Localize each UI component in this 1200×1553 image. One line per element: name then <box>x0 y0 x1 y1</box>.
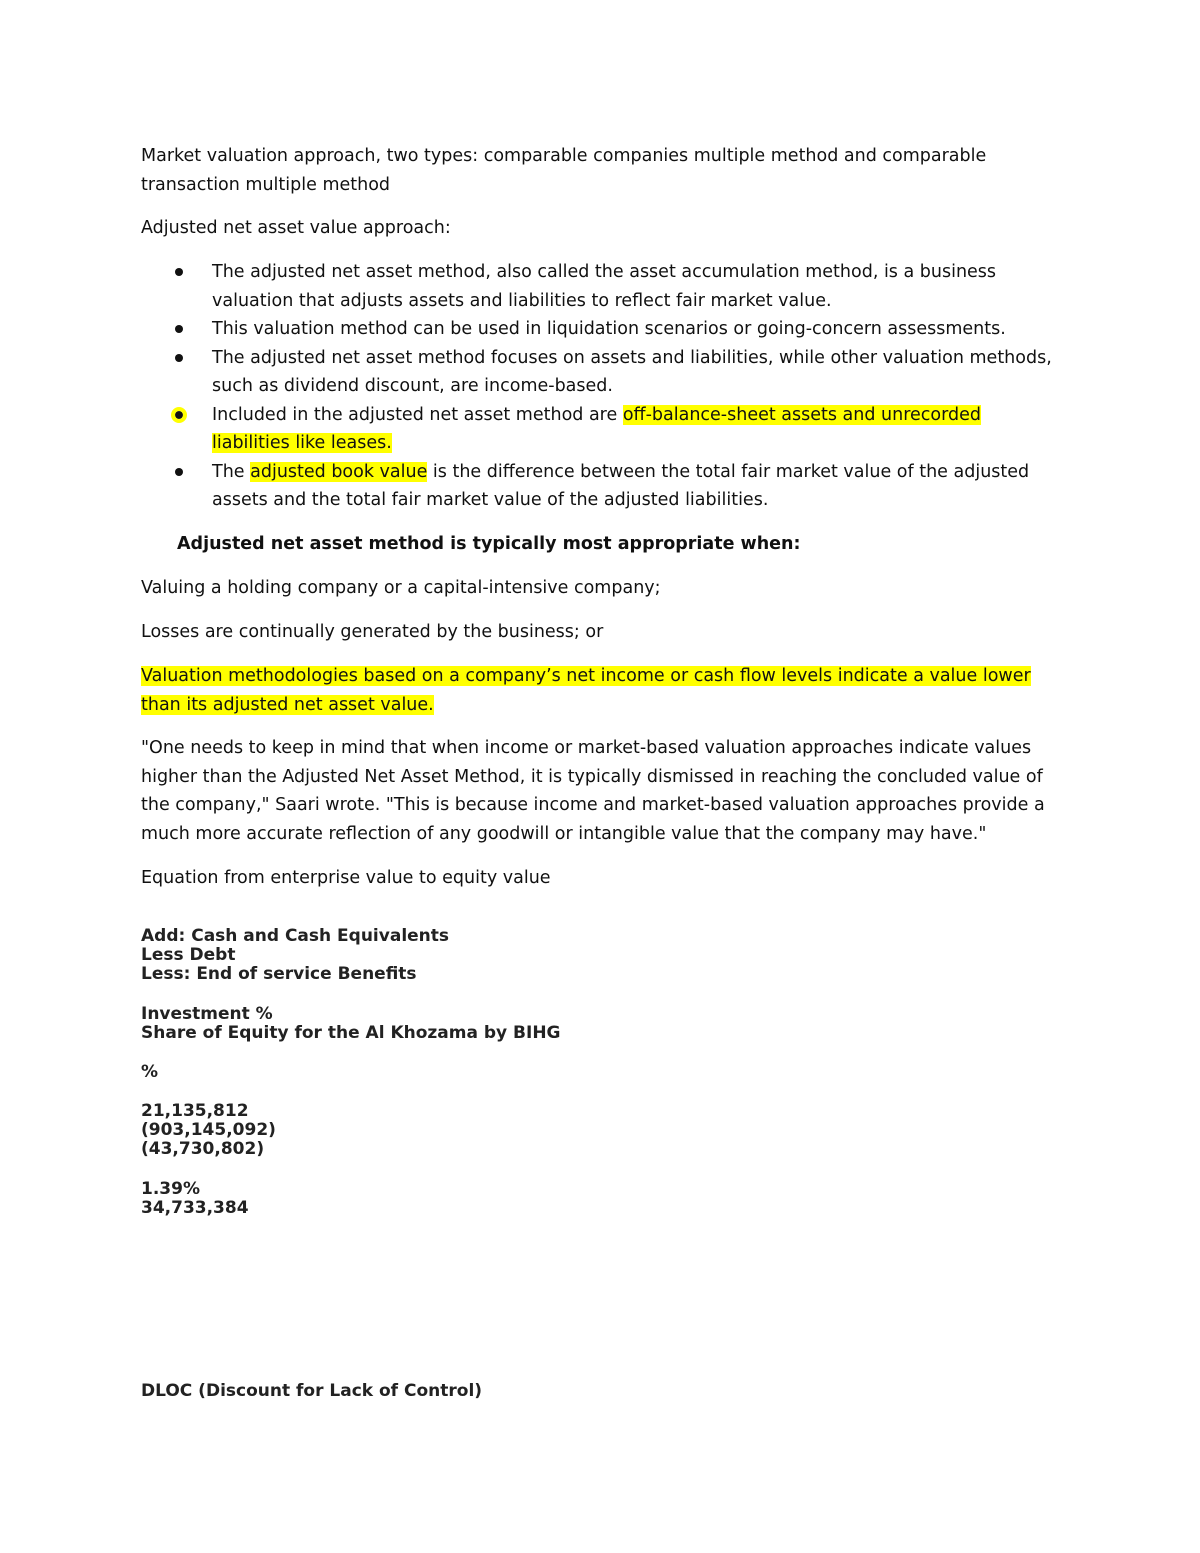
adjusted-nav-bullet-list <box>141 258 1061 515</box>
valuation-methodologies-paragraph <box>141 662 1061 719</box>
market-valuation-paragraph: Market valuation approach, two types: comparable companies multiple method and comparable transaction multiple method <box>141 146 987 195</box>
less-debt-label: Less Debt <box>141 945 236 965</box>
highlighted-text: Valuation methodologies based on a company’s net income or cash flow levels indicate a value lower than its adjusted net asset value. <box>141 666 1031 715</box>
debt-value: (903,145,092) <box>141 1120 276 1140</box>
bullet-text: The adjusted net asset method focuses on assets and liabilities, while other valuation methods, such as dividend discount, are income-based. <box>212 347 1052 396</box>
investment-values-block <box>141 1180 249 1218</box>
add-cash-label: Add: Cash and Cash Equivalents <box>141 926 450 946</box>
saari-quote-paragraph: "One needs to keep in mind that when income or market-based valuation approaches indicate values higher than the Adjusted Net Asset Method, it is typically dismissed in reaching the concluded value of the company," Saari wrote. "This is because income and market-based valuation approaches provide a much more accurate reflection of any goodwill or intangible value that the company may have." <box>141 738 1045 844</box>
bullet-icon <box>175 468 183 476</box>
bullet-text: Included in the adjusted net asset method are <box>212 404 623 425</box>
bullet-icon <box>175 325 183 333</box>
share-value: 34,733,384 <box>141 1198 249 1218</box>
eosb-value: (43,730,802) <box>141 1139 265 1159</box>
equation-labels-block <box>141 927 449 984</box>
cash-value: 21,135,812 <box>141 1101 249 1121</box>
bullet-text: is the difference between the total fair market value of the adjusted assets and the total fair market value of the adjusted liabilities. <box>212 461 1030 510</box>
investment-labels-block <box>141 1005 561 1043</box>
bullet-item <box>141 458 1061 515</box>
bullet-item <box>141 315 1061 344</box>
bullet-text: The <box>212 461 251 482</box>
bullet-icon <box>175 411 183 419</box>
investment-label: Investment % <box>141 1004 273 1024</box>
investment-value: 1.39% <box>141 1179 200 1199</box>
adjusted-nav-heading: Adjusted net asset value approach: <box>141 218 451 238</box>
bullet-item <box>141 344 1061 401</box>
less-eosb-label: Less: End of service Benefits <box>141 964 417 984</box>
equation-title: Equation from enterprise value to equity value <box>141 868 551 888</box>
equation-values-block <box>141 1102 276 1159</box>
highlighted-text: off-balance-sheet assets and unrecorded liabilities like leases. <box>212 404 981 453</box>
holding-company-paragraph: Valuing a holding company or a capital-intensive company; <box>141 578 661 598</box>
percent-label: % <box>141 1062 159 1082</box>
bullet-item <box>141 258 1061 315</box>
dloc-heading: DLOC (Discount for Lack of Control) <box>141 1381 483 1401</box>
bullet-icon <box>175 354 183 362</box>
appropriate-when-heading: Adjusted net asset method is typically most appropriate when: <box>177 534 801 554</box>
bullet-text: The adjusted net asset method, also called the asset accumulation method, is a business valuation that adjusts assets and liabilities to reflect fair market value. <box>212 262 997 311</box>
bullet-item <box>141 401 1061 458</box>
bullet-text: This valuation method can be used in liquidation scenarios or going-concern assessments. <box>212 319 1006 339</box>
bullet-icon <box>175 268 183 276</box>
share-of-equity-label: Share of Equity for the Al Khozama by BIHG <box>141 1023 561 1043</box>
highlighted-text: adjusted book value <box>250 461 428 482</box>
losses-paragraph: Losses are continually generated by the business; or <box>141 622 604 642</box>
